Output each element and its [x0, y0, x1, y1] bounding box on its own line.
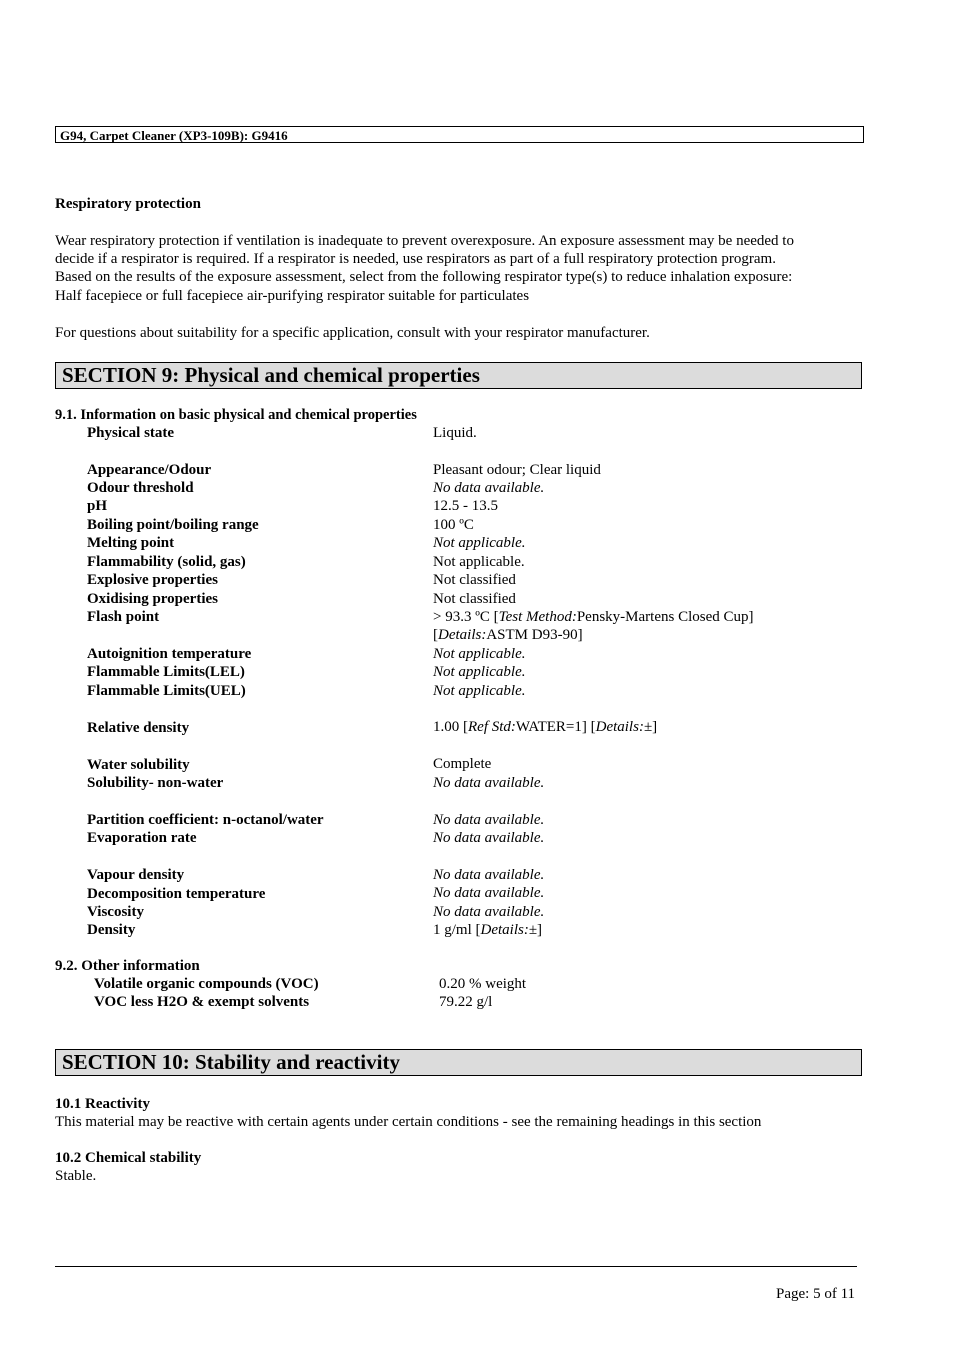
- value-text: Ref Std:: [468, 719, 516, 735]
- value-text: [: [433, 627, 438, 643]
- property-value: Not applicable.: [433, 646, 526, 662]
- page-number: Page: 5 of 11: [776, 1286, 856, 1302]
- property-value: No data available.: [433, 775, 545, 791]
- property-label: Evaporation rate: [87, 830, 197, 846]
- value-text: ±]: [643, 719, 658, 735]
- property-value: Not classified: [433, 572, 516, 588]
- other-property-value: 0.20 % weight: [439, 976, 527, 992]
- property-value: Not applicable.: [433, 683, 526, 699]
- property-label: Boiling point/boiling range: [87, 517, 259, 533]
- property-value: No data available.: [433, 904, 545, 920]
- document-header: G94, Carpet Cleaner (XP3-109B): G9416: [55, 126, 864, 143]
- value-text: Details:: [438, 627, 487, 643]
- property-label: Water solubility: [87, 757, 190, 773]
- other-property-value: 79.22 g/l: [439, 994, 493, 1010]
- reactivity-heading: 10.1 Reactivity: [55, 1096, 150, 1112]
- property-value: Not classified: [433, 591, 516, 607]
- property-label: Appearance/Odour: [87, 462, 212, 478]
- property-label: Explosive properties: [87, 572, 218, 588]
- value-text: > 93.3 ºC [: [433, 609, 499, 625]
- property-label: Vapour density: [87, 867, 185, 883]
- footer-divider: [55, 1266, 857, 1267]
- subsection-9-1-title: 9.1. Information on basic physical and chemical properties: [55, 407, 417, 423]
- property-value: 100 ºC: [433, 517, 474, 533]
- value-text: Pensky-Martens Closed Cup]: [576, 609, 754, 625]
- property-value: Pleasant odour; Clear liquid: [433, 462, 601, 478]
- value-text: 1.00 [: [433, 719, 468, 735]
- chemical-stability-heading: 10.2 Chemical stability: [55, 1150, 202, 1166]
- property-value: Not applicable.: [433, 554, 525, 570]
- other-property-label: Volatile organic compounds (VOC): [94, 976, 319, 992]
- property-label: Relative density: [87, 720, 190, 736]
- property-value: No data available.: [433, 830, 545, 846]
- property-label: Density: [87, 922, 136, 938]
- other-property-label: VOC less H2O & exempt solvents: [94, 994, 310, 1010]
- value-text: WATER=1] [: [515, 719, 596, 735]
- section-10-title: SECTION 10: Stability and reactivity: [55, 1049, 862, 1076]
- property-value: [433, 719, 657, 736]
- respiratory-line-4: Half facepiece or full facepiece air-purifying respirator suitable for particulates: [55, 288, 530, 304]
- property-label: Flammable Limits(LEL): [87, 664, 245, 680]
- property-label: Viscosity: [87, 904, 144, 920]
- value-text: Details:: [480, 922, 529, 938]
- property-value: 12.5 - 13.5: [433, 498, 498, 514]
- section-9-title: SECTION 9: Physical and chemical properties: [55, 362, 862, 389]
- property-label: Decomposition temperature: [87, 886, 266, 902]
- property-value: Liquid.: [433, 425, 477, 441]
- value-text: ±]: [528, 922, 543, 938]
- property-value: [433, 627, 583, 644]
- value-text: 1 g/ml [: [433, 922, 481, 938]
- respiratory-line-2: decide if a respirator is required. If a respirator is needed, use respirators as part of a full respiratory protection program.: [55, 251, 776, 267]
- property-value: No data available.: [433, 885, 545, 901]
- property-value: No data available.: [433, 867, 545, 883]
- property-label: Flash point: [87, 609, 160, 625]
- property-value: No data available.: [433, 480, 545, 496]
- property-value: Not applicable.: [433, 535, 526, 551]
- property-label: Solubility- non-water: [87, 775, 224, 791]
- property-label: Physical state: [87, 425, 175, 441]
- respiratory-line-3: Based on the results of the exposure assessment, select from the following respirator type(s) to reduce inhalation exposure:: [55, 269, 793, 285]
- respirator-questions: For questions about suitability for a specific application, consult with your respirator manufacturer.: [55, 325, 650, 341]
- property-label: Oxidising properties: [87, 591, 218, 607]
- property-label: Flammability (solid, gas): [87, 554, 246, 570]
- value-text: Test Method:: [498, 609, 577, 625]
- property-label: Melting point: [87, 535, 175, 551]
- respiratory-heading: Respiratory protection: [55, 196, 201, 212]
- property-value: No data available.: [433, 812, 545, 828]
- chemical-stability-text: Stable.: [55, 1168, 97, 1184]
- property-label: Autoignition temperature: [87, 646, 252, 662]
- property-label: Partition coefficient: n-octanol/water: [87, 812, 324, 828]
- value-text: ASTM D93-90]: [486, 627, 583, 643]
- reactivity-text: This material may be reactive with certain agents under certain conditions - see the remaining headings in this section: [55, 1114, 762, 1130]
- subsection-9-2-title: 9.2. Other information: [55, 958, 200, 974]
- property-value: [433, 609, 753, 626]
- property-value: Not applicable.: [433, 664, 526, 680]
- property-label: Flammable Limits(UEL): [87, 683, 246, 699]
- property-value: [433, 922, 542, 939]
- value-text: Details:: [595, 719, 644, 735]
- property-value: Complete: [433, 756, 492, 772]
- respiratory-line-1: Wear respiratory protection if ventilation is inadequate to prevent overexposure. An exposure assessment may be needed to: [55, 233, 794, 249]
- property-label: pH: [87, 498, 108, 514]
- property-label: Odour threshold: [87, 480, 194, 496]
